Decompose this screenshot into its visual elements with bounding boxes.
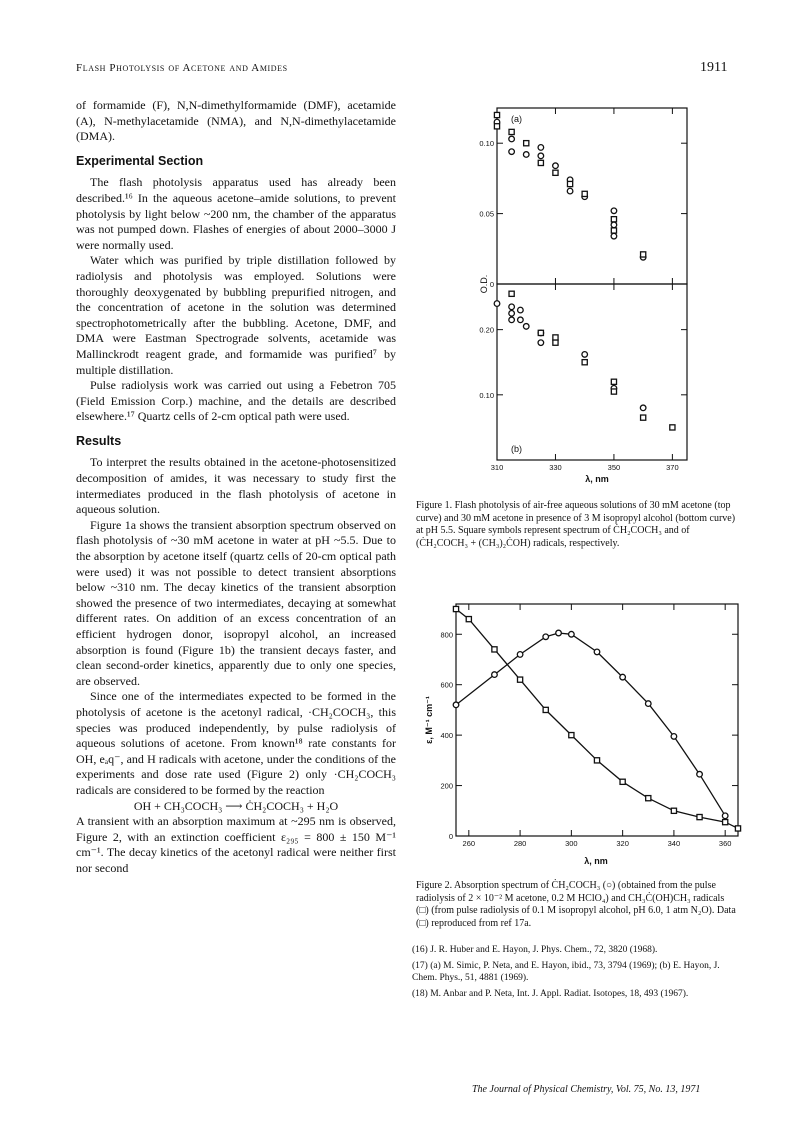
data-point-circle <box>538 340 544 346</box>
figure-1 <box>440 100 710 492</box>
journal-footer: The Journal of Physical Chemistry, Vol. 75, No. 13, 1971 <box>472 1084 701 1095</box>
x-tick-label: 300 <box>565 839 578 848</box>
data-point-circle <box>569 631 575 637</box>
data-point-square <box>671 808 676 813</box>
data-point-circle <box>453 702 459 708</box>
data-point-circle <box>518 317 524 323</box>
reference-18: (18) M. Anbar and P. Neta, Int. J. Appl. Radiat. Isotopes, 18, 493 (1967). <box>412 989 689 999</box>
data-point-square <box>569 733 574 738</box>
data-point-square <box>582 360 587 365</box>
figure-2-caption: Figure 2. Absorption spectrum of ĊH₂COCH₃ (○) (obtained from the pulse radiolysis of 2 × 10⁻² M acetone, 0.2 M HClO₄) and CH₃Ċ(OH)CH₃ radicals (□) (from pulse radiolysis of 0.1 M isopropyl alcohol, pH 6.0, 1 atm N₂O). Data (□) reproduced from ref 17a. <box>416 880 736 929</box>
page-number: 1911 <box>700 60 728 75</box>
data-point-circle <box>509 136 515 142</box>
data-point-circle <box>494 301 500 307</box>
data-point-square <box>509 129 514 134</box>
reaction-equation: OH + CH₃COCH₃ ⟶ ĊH₂COCH₃ + H₂O <box>133 798 339 813</box>
data-point-circle <box>582 352 588 358</box>
data-point-square <box>594 758 599 763</box>
data-point-circle <box>523 324 529 330</box>
data-point-square <box>641 252 646 257</box>
y-tick-label: 0.10 <box>479 139 494 149</box>
data-point-circle <box>543 634 549 640</box>
figure-1-caption: Figure 1. Flash photolysis of air-free aqueous solutions of 30 mM acetone (top curve) and 30 mM acetone in presence of 3 M isopropyl alcohol (bottom curve) at pH 5.5. Square symbols represent spectrum of ĊH₂COCH₃ and of (ĊH₂COCH₃ + (CH₃)₂ĊOH) radicals, respectively. <box>416 500 736 549</box>
data-point-square <box>611 228 616 233</box>
data-point-circle <box>697 771 703 777</box>
figure-2 <box>412 596 747 874</box>
panel-label: (a) <box>511 114 522 124</box>
data-point-square <box>494 124 499 129</box>
x-tick-label: 360 <box>718 839 732 848</box>
data-point-square <box>543 707 548 712</box>
paragraph: Water which was purified by triple distillation followed by radiolysis and photolysis was employed. Solutions were thoroughly deoxygenated by bubbling prepurified nitrogen, and the concentration of acetone in the solution was determined spectrophotometrically after the bubbling. Acetone, DMF, and DMA were Eastman Spectrograde solvents, acetamide was Mallinckrodt reagent grade, and formamide was purified⁷ by multiple distillation. <box>76 253 396 377</box>
data-point-square <box>611 379 616 384</box>
data-point-circle <box>553 163 559 169</box>
paragraph: Since one of the intermediates expected to be formed in the photolysis of acetone is the acetonyl radical, ·CH₂COCH₃, this species was produced independently, by pulse radiolysis of aqueous solutions of acetone. From known¹⁸ rate constants for OH, eₐq⁻, and H radicals with acetone, under the conditions of the experiments and dose rate used (Figure 2) only ·CH₂COCH₃ radicals are considered to be formed by the reaction <box>76 689 396 797</box>
data-point-circle <box>567 188 573 194</box>
references <box>412 944 742 1004</box>
data-point-circle <box>611 208 617 214</box>
y-axis-label: ε, M⁻¹ cm⁻¹ <box>424 696 434 744</box>
y-tick-label: 0 <box>448 832 453 841</box>
paragraph: Figure 1a shows the transient absorption spectrum observed on flash photolysis of ~30 mM acetone in water at pH ~5.5. Due to the absorption by acetone itself (quartz cells of 20-cm optical path were used) it was not possible to detect transient absorptions below ~310 nm. The decay kinetics of the transient absorption showed the presence of two intermediates, decaying at somewhat different rates. On addition of an excess concentration of an efficient hydrogen donor, isopropyl alcohol, an increased absorption is found (Figure 1b) the transient decays faster, and clean second-order kinetics, apparently due to only one species, are observed. <box>76 517 396 688</box>
y-tick-label: 400 <box>440 731 453 741</box>
data-point-square <box>538 160 543 165</box>
data-point-circle <box>611 222 617 228</box>
data-point-square <box>697 814 702 819</box>
data-point-circle <box>509 304 515 310</box>
y-tick-label: 800 <box>440 630 453 640</box>
data-point-circle <box>620 674 626 680</box>
data-point-square <box>494 112 499 117</box>
experimental-heading: Experimental Section <box>76 153 204 168</box>
figure-1b-plot <box>479 284 687 472</box>
data-point-circle <box>517 652 523 658</box>
y-axis-label: O.D. <box>479 274 489 294</box>
data-point-circle <box>611 233 617 239</box>
data-point-circle <box>556 630 562 636</box>
data-point-square <box>492 647 497 652</box>
data-point-square <box>509 291 514 296</box>
data-point-square <box>670 425 675 430</box>
data-point-circle <box>538 153 544 159</box>
x-tick-label: 350 <box>607 463 621 472</box>
data-point-circle <box>722 813 728 819</box>
y-tick-label: 600 <box>440 680 453 690</box>
x-tick-label: 370 <box>666 463 679 472</box>
data-point-square <box>553 170 558 175</box>
data-point-circle <box>594 649 600 655</box>
data-point-square <box>553 335 558 340</box>
results-heading: Results <box>76 433 122 448</box>
data-point-circle <box>509 317 515 323</box>
figure-1a-plot <box>479 108 687 289</box>
y-tick-label: 0.20 <box>479 325 494 335</box>
data-point-square <box>611 217 616 222</box>
x-tick-label: 260 <box>462 839 476 848</box>
data-point-circle <box>509 149 515 155</box>
paragraph: To interpret the results obtained in the acetone-photosensitized decomposition of amides, it was necessary to study first the intermediates produced in the flash photolysis of acetone in aqueous solution. <box>76 455 396 517</box>
figure-2-plot <box>440 604 740 848</box>
x-axis-label: λ, nm <box>585 474 609 484</box>
y-tick-label: 0.05 <box>479 209 494 219</box>
plot-frame <box>497 108 687 284</box>
data-point-circle <box>671 734 677 740</box>
x-axis-label: λ, nm <box>584 856 608 866</box>
paragraph: Pulse radiolysis work was carried out using a Febetron 705 (Field Emission Corp.) machine, and the details are described elsewhere.¹⁷ Quartz cells of 2-cm optical path were used. <box>76 378 396 424</box>
x-tick-label: 280 <box>513 839 527 848</box>
y-tick-label: 200 <box>440 781 453 791</box>
intro-paragraph: of formamide (F), N,N-dimethylformamide (DMF), acetamide (A), N-methylacetamide (NMA), and N,N-dimethylacetamide (DMA). <box>76 98 396 144</box>
plot-frame <box>456 604 738 836</box>
data-point-square <box>646 796 651 801</box>
data-point-square <box>453 606 458 611</box>
reference-17: (17) (a) M. Simic, P. Neta, and E. Hayon, ibid., 73, 3794 (1969); (b) E. Hayon, J. Chem. Phys., 51, 4881 (1969). <box>412 961 720 983</box>
x-tick-label: 340 <box>667 839 681 848</box>
reference-16: (16) J. R. Huber and E. Hayon, J. Phys. Chem., 72, 3820 (1968). <box>412 945 658 955</box>
paragraph: The flash photolysis apparatus used has already been described.¹⁶ In the aqueous acetone–amide solutions, to prevent photolysis by light below ~200 nm, the chamber of the apparatus was not pumped down. Flashes of energies of about 2000–3000 J were normally used. <box>76 175 396 252</box>
data-point-square <box>553 340 558 345</box>
data-point-square <box>567 181 572 186</box>
data-point-circle <box>640 405 646 411</box>
data-point-square <box>620 779 625 784</box>
data-point-square <box>466 617 471 622</box>
data-point-circle <box>509 311 515 317</box>
data-point-square <box>517 677 522 682</box>
x-tick-label: 330 <box>549 463 562 472</box>
data-point-circle <box>492 672 498 678</box>
running-title: Flash Photolysis of Acetone and Amides <box>76 62 288 74</box>
plot-frame <box>497 284 687 460</box>
series-line <box>456 609 738 828</box>
x-tick-label: 310 <box>490 463 504 472</box>
series-line <box>456 633 725 816</box>
y-tick-label: 0 <box>489 280 494 289</box>
data-point-square <box>735 826 740 831</box>
data-point-square <box>582 191 587 196</box>
paragraph: A transient with an absorption maximum at ~295 nm is observed, Figure 2, with an extinction coefficient ε₂₉₅ = 800 ± 150 M⁻¹ cm⁻¹. The decay kinetics of the acetonyl radical were neither first nor second <box>76 814 396 875</box>
x-tick-label: 320 <box>616 839 629 848</box>
data-point-square <box>641 415 646 420</box>
data-point-square <box>611 389 616 394</box>
data-point-circle <box>518 307 524 313</box>
data-point-square <box>723 820 728 825</box>
data-point-circle <box>645 701 651 707</box>
data-point-circle <box>523 152 529 158</box>
data-point-square <box>524 141 529 146</box>
y-tick-label: 0.10 <box>479 390 494 400</box>
data-point-square <box>538 330 543 335</box>
data-point-circle <box>538 145 544 151</box>
panel-label: (b) <box>511 444 522 454</box>
left-column <box>76 98 396 877</box>
